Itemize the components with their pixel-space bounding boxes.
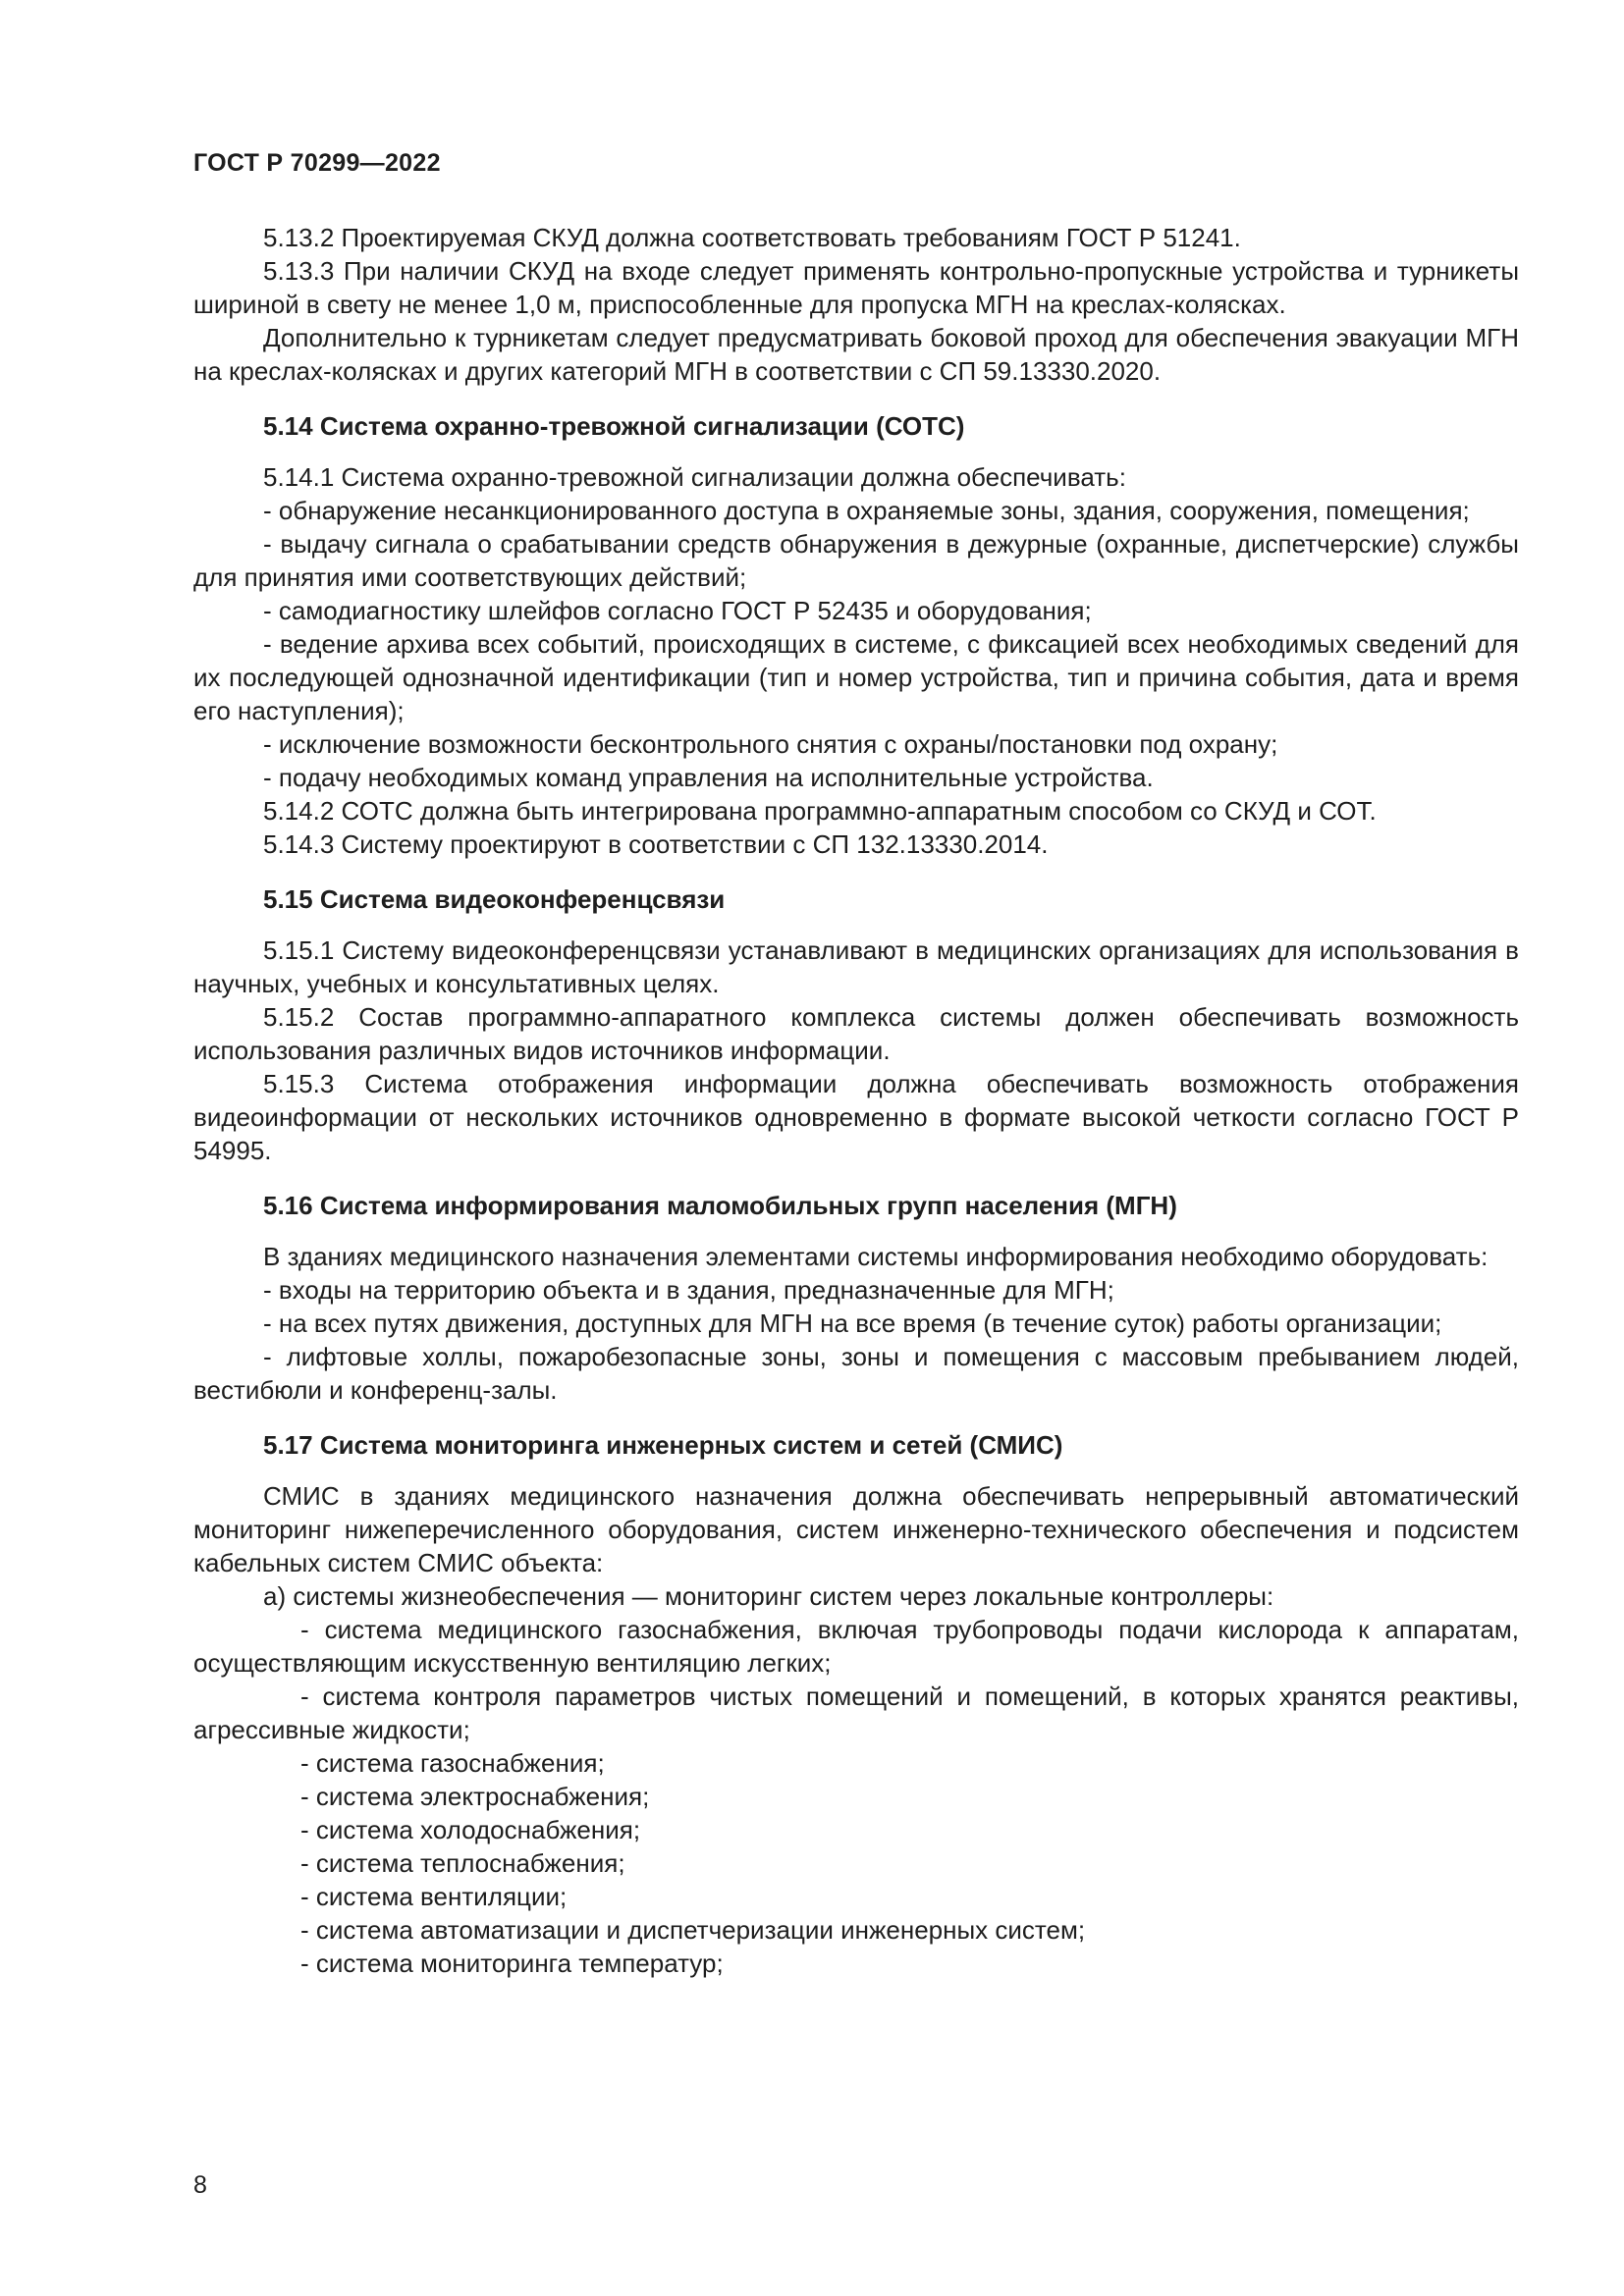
paragraph-5-15-1: 5.15.1 Систему видеоконференцсвязи устанавливают в медицинских организациях для использования в научных, учебных и консультативных целях. [193, 935, 1519, 998]
list-item: - система вентиляции; [300, 1882, 568, 1911]
list-item: - система медицинского газоснабжения, включая трубопроводы подачи кислорода к аппаратам, осуществляющим искусственную вентиляцию легких; [193, 1615, 1519, 1678]
document-body [193, 221, 1519, 1980]
paragraph-5-17-a: а) системы жизнеобеспечения — мониторинг систем через локальные контроллеры: [263, 1581, 1274, 1611]
paragraph-5-14-3: 5.14.3 Систему проектируют в соответствии с СП 132.13330.2014. [263, 829, 1049, 859]
list-item: - обнаружение несанкционированного доступа в охраняемые зоны, здания, сооружения, помещения; [263, 496, 1470, 525]
list-item: - система мониторинга температур; [300, 1949, 724, 1978]
list-item: - входы на территорию объекта и в здания, предназначенные для МГН; [263, 1275, 1114, 1305]
list-item: - система холодоснабжения; [300, 1815, 641, 1844]
list-item: - ведение архива всех событий, происходящих в системе, с фиксацией всех необходимых сведений для их последующей однозначной идентификации (тип и номер устройства, тип и причина события, дата и время его наступления); [193, 629, 1519, 725]
paragraph-5-17: СМИС в зданиях медицинского назначения должна обеспечивать непрерывный автоматический мониторинг нижеперечисленного оборудования, систем инженерно-технического обеспечения и подсистем кабельных систем СМИС объекта: [193, 1481, 1519, 1577]
section-heading-5-14: 5.14 Система охранно-тревожной сигнализации (СОТС) [263, 411, 965, 441]
document-header: ГОСТ Р 70299—2022 [193, 149, 441, 177]
section-heading-5-17: 5.17 Система мониторинга инженерных систем и сетей (СМИС) [263, 1430, 1063, 1460]
list-item: - выдачу сигнала о срабатывании средств обнаружения в дежурные (охранные, диспетчерские) службы для принятия ими соответствующих действий; [193, 529, 1519, 592]
list-item: - исключение возможности бесконтрольного снятия с охраны/постановки под охрану; [263, 729, 1278, 759]
paragraph-5-14-2: 5.14.2 СОТС должна быть интегрирована программно-аппаратным способом со СКУД и СОТ. [263, 796, 1377, 826]
list-item: - система электроснабжения; [300, 1782, 650, 1811]
list-item: - подачу необходимых команд управления на исполнительные устройства. [263, 763, 1154, 792]
section-heading-5-15: 5.15 Система видеоконференцсвязи [263, 884, 726, 914]
paragraph-5-13-3: 5.13.3 При наличии СКУД на входе следует применять контрольно-пропускные устройства и турникеты шириной в свету не менее 1,0 м, приспособленные для пропуска МГН на креслах-колясках. [193, 256, 1519, 319]
paragraph-5-13-3-addition: Дополнительно к турникетам следует предусматривать боковой проход для обеспечения эвакуации МГН на креслах-колясках и других категорий МГН в соответствии с СП 59.13330.2020. [193, 323, 1519, 386]
section-heading-5-16: 5.16 Система информирования маломобильных групп населения (МГН) [263, 1191, 1177, 1220]
page-number: 8 [193, 2171, 207, 2199]
list-item: - система автоматизации и диспетчеризации инженерных систем; [300, 1915, 1086, 1945]
paragraph-5-15-3: 5.15.3 Система отображения информации должна обеспечивать возможность отображения видеоинформации от нескольких источников одновременно в формате высокой четкости согласно ГОСТ Р 54995. [193, 1069, 1519, 1165]
paragraph-5-15-2: 5.15.2 Состав программно-аппаратного комплекса системы должен обеспечивать возможность использования различных видов источников информации. [193, 1002, 1519, 1065]
paragraph-5-13-2: 5.13.2 Проектируемая СКУД должна соответствовать требованиям ГОСТ Р 51241. [263, 223, 1241, 252]
paragraph-5-14-1: 5.14.1 Система охранно-тревожной сигнализации должна обеспечивать: [263, 462, 1126, 492]
list-item: - на всех путях движения, доступных для МГН на все время (в течение суток) работы организации; [263, 1308, 1442, 1338]
list-item: - система теплоснабжения; [300, 1848, 625, 1878]
paragraph-5-16: В зданиях медицинского назначения элементами системы информирования необходимо оборудовать: [263, 1242, 1489, 1271]
list-item: - лифтовые холлы, пожаробезопасные зоны, зоны и помещения с массовым пребыванием людей, вестибюли и конференц-залы. [193, 1342, 1519, 1405]
list-item: - система газоснабжения; [300, 1748, 605, 1778]
list-item: - система контроля параметров чистых помещений и помещений, в которых хранятся реактивы, агрессивные жидкости; [193, 1682, 1519, 1744]
list-item: - самодиагностику шлейфов согласно ГОСТ Р 52435 и оборудования; [263, 596, 1092, 625]
